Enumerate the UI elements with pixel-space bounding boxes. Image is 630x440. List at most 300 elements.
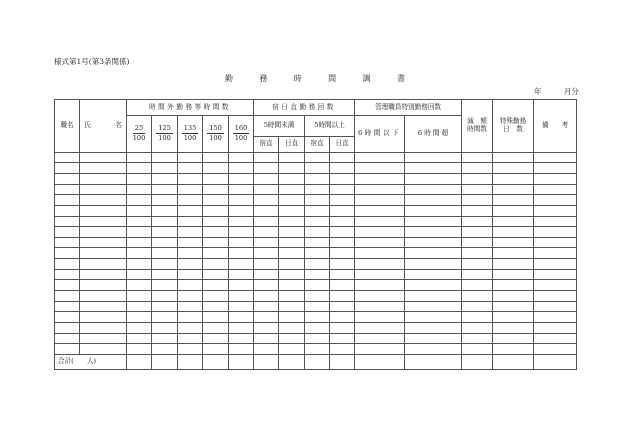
- table-cell[interactable]: [305, 269, 330, 280]
- table-cell[interactable]: [405, 333, 462, 344]
- table-cell[interactable]: [55, 195, 80, 206]
- table-cell[interactable]: [229, 280, 254, 291]
- table-cell[interactable]: [203, 237, 229, 248]
- table-cell[interactable]: [152, 205, 178, 216]
- table-cell[interactable]: [279, 312, 305, 323]
- table-cell[interactable]: [534, 152, 577, 163]
- table-cell[interactable]: [178, 205, 203, 216]
- table-cell[interactable]: [534, 301, 577, 312]
- total-cell[interactable]: [355, 354, 405, 369]
- table-cell[interactable]: [534, 333, 577, 344]
- table-cell[interactable]: [178, 312, 203, 323]
- table-cell[interactable]: [462, 291, 493, 302]
- total-cell[interactable]: [254, 354, 279, 369]
- table-cell[interactable]: [462, 259, 493, 270]
- total-cell[interactable]: [305, 354, 330, 369]
- table-cell[interactable]: [55, 248, 80, 259]
- table-cell[interactable]: [493, 184, 534, 195]
- table-cell[interactable]: [203, 280, 229, 291]
- table-cell[interactable]: [355, 333, 405, 344]
- table-cell[interactable]: [305, 344, 330, 355]
- table-cell[interactable]: [229, 322, 254, 333]
- table-cell[interactable]: [330, 344, 355, 355]
- table-cell[interactable]: [80, 248, 127, 259]
- table-cell[interactable]: [80, 152, 127, 163]
- table-cell[interactable]: [80, 227, 127, 238]
- table-cell[interactable]: [493, 269, 534, 280]
- table-cell[interactable]: [203, 312, 229, 323]
- table-cell[interactable]: [405, 269, 462, 280]
- table-cell[interactable]: [279, 301, 305, 312]
- table-cell[interactable]: [534, 269, 577, 280]
- table-cell[interactable]: [355, 269, 405, 280]
- table-cell[interactable]: [279, 184, 305, 195]
- table-cell[interactable]: [178, 248, 203, 259]
- table-cell[interactable]: [462, 312, 493, 323]
- table-cell[interactable]: [127, 269, 152, 280]
- table-cell[interactable]: [80, 173, 127, 184]
- table-cell[interactable]: [534, 216, 577, 227]
- table-cell[interactable]: [80, 301, 127, 312]
- table-cell[interactable]: [203, 269, 229, 280]
- table-cell[interactable]: [493, 291, 534, 302]
- table-cell[interactable]: [229, 312, 254, 323]
- table-cell[interactable]: [493, 205, 534, 216]
- table-cell[interactable]: [178, 301, 203, 312]
- table-cell[interactable]: [229, 163, 254, 174]
- table-cell[interactable]: [493, 163, 534, 174]
- table-cell[interactable]: [405, 280, 462, 291]
- table-cell[interactable]: [405, 216, 462, 227]
- table-cell[interactable]: [330, 237, 355, 248]
- table-cell[interactable]: [254, 322, 279, 333]
- table-cell[interactable]: [493, 322, 534, 333]
- table-cell[interactable]: [279, 280, 305, 291]
- table-cell[interactable]: [55, 259, 80, 270]
- table-cell[interactable]: [534, 312, 577, 323]
- table-cell[interactable]: [152, 237, 178, 248]
- table-cell[interactable]: [127, 227, 152, 238]
- table-cell[interactable]: [229, 269, 254, 280]
- table-cell[interactable]: [229, 152, 254, 163]
- table-cell[interactable]: [462, 184, 493, 195]
- table-cell[interactable]: [80, 322, 127, 333]
- table-cell[interactable]: [80, 291, 127, 302]
- table-cell[interactable]: [203, 205, 229, 216]
- table-cell[interactable]: [127, 322, 152, 333]
- table-cell[interactable]: [330, 333, 355, 344]
- table-cell[interactable]: [55, 333, 80, 344]
- table-cell[interactable]: [493, 344, 534, 355]
- table-cell[interactable]: [152, 259, 178, 270]
- table-cell[interactable]: [254, 344, 279, 355]
- table-cell[interactable]: [80, 333, 127, 344]
- table-cell[interactable]: [462, 195, 493, 206]
- table-cell[interactable]: [203, 195, 229, 206]
- table-cell[interactable]: [330, 269, 355, 280]
- table-cell[interactable]: [127, 205, 152, 216]
- table-cell[interactable]: [127, 259, 152, 270]
- table-cell[interactable]: [534, 195, 577, 206]
- table-cell[interactable]: [178, 163, 203, 174]
- table-cell[interactable]: [152, 312, 178, 323]
- table-cell[interactable]: [279, 237, 305, 248]
- table-cell[interactable]: [355, 163, 405, 174]
- table-cell[interactable]: [80, 205, 127, 216]
- table-cell[interactable]: [178, 333, 203, 344]
- table-cell[interactable]: [405, 248, 462, 259]
- table-cell[interactable]: [330, 205, 355, 216]
- table-cell[interactable]: [355, 312, 405, 323]
- table-cell[interactable]: [279, 195, 305, 206]
- table-cell[interactable]: [462, 248, 493, 259]
- table-cell[interactable]: [127, 173, 152, 184]
- table-cell[interactable]: [279, 248, 305, 259]
- table-cell[interactable]: [405, 195, 462, 206]
- table-cell[interactable]: [178, 152, 203, 163]
- table-cell[interactable]: [305, 152, 330, 163]
- table-cell[interactable]: [203, 227, 229, 238]
- table-cell[interactable]: [55, 152, 80, 163]
- table-cell[interactable]: [279, 205, 305, 216]
- table-cell[interactable]: [305, 280, 330, 291]
- table-cell[interactable]: [80, 259, 127, 270]
- total-cell[interactable]: [152, 354, 178, 369]
- table-cell[interactable]: [229, 291, 254, 302]
- table-cell[interactable]: [330, 248, 355, 259]
- table-cell[interactable]: [55, 322, 80, 333]
- table-cell[interactable]: [493, 248, 534, 259]
- table-cell[interactable]: [534, 163, 577, 174]
- table-cell[interactable]: [405, 163, 462, 174]
- table-cell[interactable]: [462, 163, 493, 174]
- table-cell[interactable]: [55, 184, 80, 195]
- table-cell[interactable]: [80, 163, 127, 174]
- table-cell[interactable]: [405, 301, 462, 312]
- table-cell[interactable]: [55, 312, 80, 323]
- total-cell[interactable]: [462, 354, 493, 369]
- table-cell[interactable]: [203, 301, 229, 312]
- table-cell[interactable]: [462, 227, 493, 238]
- table-cell[interactable]: [254, 259, 279, 270]
- table-cell[interactable]: [279, 322, 305, 333]
- table-cell[interactable]: [534, 205, 577, 216]
- table-cell[interactable]: [203, 216, 229, 227]
- table-cell[interactable]: [355, 184, 405, 195]
- table-cell[interactable]: [279, 152, 305, 163]
- table-cell[interactable]: [229, 259, 254, 270]
- table-cell[interactable]: [305, 195, 330, 206]
- table-cell[interactable]: [254, 301, 279, 312]
- table-cell[interactable]: [152, 195, 178, 206]
- table-cell[interactable]: [254, 173, 279, 184]
- table-cell[interactable]: [152, 173, 178, 184]
- total-cell[interactable]: [493, 354, 534, 369]
- table-cell[interactable]: [55, 291, 80, 302]
- table-cell[interactable]: [178, 237, 203, 248]
- table-cell[interactable]: [152, 248, 178, 259]
- table-cell[interactable]: [127, 163, 152, 174]
- table-cell[interactable]: [254, 269, 279, 280]
- table-cell[interactable]: [305, 333, 330, 344]
- table-cell[interactable]: [254, 163, 279, 174]
- table-cell[interactable]: [127, 291, 152, 302]
- table-cell[interactable]: [229, 248, 254, 259]
- table-cell[interactable]: [127, 152, 152, 163]
- table-cell[interactable]: [127, 333, 152, 344]
- table-cell[interactable]: [330, 312, 355, 323]
- table-cell[interactable]: [229, 237, 254, 248]
- table-cell[interactable]: [279, 291, 305, 302]
- table-cell[interactable]: [462, 333, 493, 344]
- table-cell[interactable]: [305, 205, 330, 216]
- table-cell[interactable]: [305, 184, 330, 195]
- table-cell[interactable]: [254, 280, 279, 291]
- table-cell[interactable]: [152, 163, 178, 174]
- table-cell[interactable]: [493, 301, 534, 312]
- table-cell[interactable]: [493, 259, 534, 270]
- table-cell[interactable]: [152, 152, 178, 163]
- table-cell[interactable]: [55, 237, 80, 248]
- table-cell[interactable]: [405, 322, 462, 333]
- table-cell[interactable]: [80, 280, 127, 291]
- table-cell[interactable]: [330, 173, 355, 184]
- table-cell[interactable]: [80, 237, 127, 248]
- table-cell[interactable]: [405, 291, 462, 302]
- table-cell[interactable]: [254, 248, 279, 259]
- table-cell[interactable]: [203, 259, 229, 270]
- table-cell[interactable]: [152, 291, 178, 302]
- table-cell[interactable]: [462, 322, 493, 333]
- table-cell[interactable]: [178, 216, 203, 227]
- table-cell[interactable]: [462, 205, 493, 216]
- table-cell[interactable]: [152, 344, 178, 355]
- table-cell[interactable]: [152, 184, 178, 195]
- table-cell[interactable]: [355, 216, 405, 227]
- table-cell[interactable]: [534, 280, 577, 291]
- table-cell[interactable]: [330, 227, 355, 238]
- table-cell[interactable]: [355, 301, 405, 312]
- table-cell[interactable]: [405, 173, 462, 184]
- table-cell[interactable]: [305, 312, 330, 323]
- total-cell[interactable]: [534, 354, 577, 369]
- table-cell[interactable]: [229, 301, 254, 312]
- table-cell[interactable]: [229, 195, 254, 206]
- table-cell[interactable]: [462, 344, 493, 355]
- table-cell[interactable]: [493, 227, 534, 238]
- table-cell[interactable]: [493, 312, 534, 323]
- table-cell[interactable]: [254, 184, 279, 195]
- table-cell[interactable]: [355, 344, 405, 355]
- table-cell[interactable]: [127, 195, 152, 206]
- table-cell[interactable]: [229, 205, 254, 216]
- table-cell[interactable]: [305, 227, 330, 238]
- table-cell[interactable]: [534, 248, 577, 259]
- table-cell[interactable]: [178, 195, 203, 206]
- table-cell[interactable]: [355, 248, 405, 259]
- total-cell[interactable]: [229, 354, 254, 369]
- table-cell[interactable]: [80, 184, 127, 195]
- table-cell[interactable]: [178, 280, 203, 291]
- table-cell[interactable]: [279, 269, 305, 280]
- table-cell[interactable]: [178, 269, 203, 280]
- table-cell[interactable]: [305, 259, 330, 270]
- table-cell[interactable]: [203, 152, 229, 163]
- table-cell[interactable]: [279, 333, 305, 344]
- table-cell[interactable]: [178, 291, 203, 302]
- table-cell[interactable]: [127, 344, 152, 355]
- table-cell[interactable]: [330, 322, 355, 333]
- table-cell[interactable]: [355, 322, 405, 333]
- total-cell[interactable]: [279, 354, 305, 369]
- table-cell[interactable]: [355, 227, 405, 238]
- table-cell[interactable]: [405, 259, 462, 270]
- table-cell[interactable]: [127, 312, 152, 323]
- table-cell[interactable]: [279, 216, 305, 227]
- table-cell[interactable]: [462, 173, 493, 184]
- table-cell[interactable]: [534, 344, 577, 355]
- table-cell[interactable]: [405, 237, 462, 248]
- table-cell[interactable]: [55, 163, 80, 174]
- table-cell[interactable]: [305, 237, 330, 248]
- table-cell[interactable]: [254, 227, 279, 238]
- table-cell[interactable]: [305, 291, 330, 302]
- table-cell[interactable]: [405, 344, 462, 355]
- table-cell[interactable]: [355, 205, 405, 216]
- total-cell[interactable]: [405, 354, 462, 369]
- table-cell[interactable]: [279, 173, 305, 184]
- table-cell[interactable]: [254, 152, 279, 163]
- table-cell[interactable]: [55, 269, 80, 280]
- total-cell[interactable]: [127, 354, 152, 369]
- table-cell[interactable]: [152, 227, 178, 238]
- table-cell[interactable]: [405, 205, 462, 216]
- table-cell[interactable]: [203, 291, 229, 302]
- table-cell[interactable]: [405, 312, 462, 323]
- table-cell[interactable]: [534, 322, 577, 333]
- total-cell[interactable]: [203, 354, 229, 369]
- table-cell[interactable]: [55, 173, 80, 184]
- table-cell[interactable]: [462, 237, 493, 248]
- table-cell[interactable]: [178, 184, 203, 195]
- table-cell[interactable]: [330, 184, 355, 195]
- table-cell[interactable]: [330, 301, 355, 312]
- table-cell[interactable]: [405, 152, 462, 163]
- table-cell[interactable]: [305, 163, 330, 174]
- table-cell[interactable]: [254, 333, 279, 344]
- table-cell[interactable]: [152, 280, 178, 291]
- total-cell[interactable]: [178, 354, 203, 369]
- table-cell[interactable]: [254, 205, 279, 216]
- table-cell[interactable]: [229, 227, 254, 238]
- table-cell[interactable]: [534, 237, 577, 248]
- table-cell[interactable]: [330, 291, 355, 302]
- table-cell[interactable]: [55, 301, 80, 312]
- table-cell[interactable]: [534, 173, 577, 184]
- table-cell[interactable]: [178, 344, 203, 355]
- table-cell[interactable]: [534, 291, 577, 302]
- table-cell[interactable]: [254, 237, 279, 248]
- table-cell[interactable]: [493, 195, 534, 206]
- table-cell[interactable]: [405, 227, 462, 238]
- table-cell[interactable]: [203, 322, 229, 333]
- table-cell[interactable]: [152, 301, 178, 312]
- table-cell[interactable]: [80, 312, 127, 323]
- table-cell[interactable]: [330, 163, 355, 174]
- table-cell[interactable]: [127, 184, 152, 195]
- table-cell[interactable]: [55, 216, 80, 227]
- table-cell[interactable]: [203, 344, 229, 355]
- table-cell[interactable]: [279, 227, 305, 238]
- table-cell[interactable]: [305, 322, 330, 333]
- table-cell[interactable]: [55, 227, 80, 238]
- table-cell[interactable]: [80, 216, 127, 227]
- table-cell[interactable]: [178, 322, 203, 333]
- table-cell[interactable]: [178, 259, 203, 270]
- table-cell[interactable]: [305, 173, 330, 184]
- table-cell[interactable]: [355, 291, 405, 302]
- table-cell[interactable]: [203, 248, 229, 259]
- table-cell[interactable]: [534, 184, 577, 195]
- table-cell[interactable]: [493, 333, 534, 344]
- table-cell[interactable]: [127, 301, 152, 312]
- table-cell[interactable]: [330, 195, 355, 206]
- table-cell[interactable]: [279, 344, 305, 355]
- table-cell[interactable]: [80, 195, 127, 206]
- table-cell[interactable]: [330, 259, 355, 270]
- table-cell[interactable]: [254, 195, 279, 206]
- table-cell[interactable]: [254, 312, 279, 323]
- table-cell[interactable]: [229, 333, 254, 344]
- table-cell[interactable]: [279, 259, 305, 270]
- table-cell[interactable]: [330, 216, 355, 227]
- table-cell[interactable]: [127, 248, 152, 259]
- table-cell[interactable]: [203, 173, 229, 184]
- table-cell[interactable]: [229, 216, 254, 227]
- table-cell[interactable]: [305, 248, 330, 259]
- table-cell[interactable]: [254, 216, 279, 227]
- table-cell[interactable]: [203, 163, 229, 174]
- table-cell[interactable]: [493, 152, 534, 163]
- table-cell[interactable]: [127, 237, 152, 248]
- table-cell[interactable]: [203, 333, 229, 344]
- table-cell[interactable]: [355, 280, 405, 291]
- table-cell[interactable]: [178, 173, 203, 184]
- table-cell[interactable]: [355, 195, 405, 206]
- table-cell[interactable]: [462, 269, 493, 280]
- table-cell[interactable]: [55, 205, 80, 216]
- table-cell[interactable]: [80, 344, 127, 355]
- total-cell[interactable]: [330, 354, 355, 369]
- table-cell[interactable]: [355, 237, 405, 248]
- table-cell[interactable]: [493, 173, 534, 184]
- table-cell[interactable]: [493, 216, 534, 227]
- table-cell[interactable]: [152, 216, 178, 227]
- table-cell[interactable]: [462, 216, 493, 227]
- table-cell[interactable]: [152, 322, 178, 333]
- table-cell[interactable]: [127, 216, 152, 227]
- table-cell[interactable]: [355, 259, 405, 270]
- table-cell[interactable]: [305, 216, 330, 227]
- table-cell[interactable]: [330, 280, 355, 291]
- table-cell[interactable]: [127, 280, 152, 291]
- table-cell[interactable]: [462, 301, 493, 312]
- table-cell[interactable]: [462, 152, 493, 163]
- table-cell[interactable]: [493, 280, 534, 291]
- table-cell[interactable]: [279, 163, 305, 174]
- table-cell[interactable]: [355, 173, 405, 184]
- table-cell[interactable]: [178, 227, 203, 238]
